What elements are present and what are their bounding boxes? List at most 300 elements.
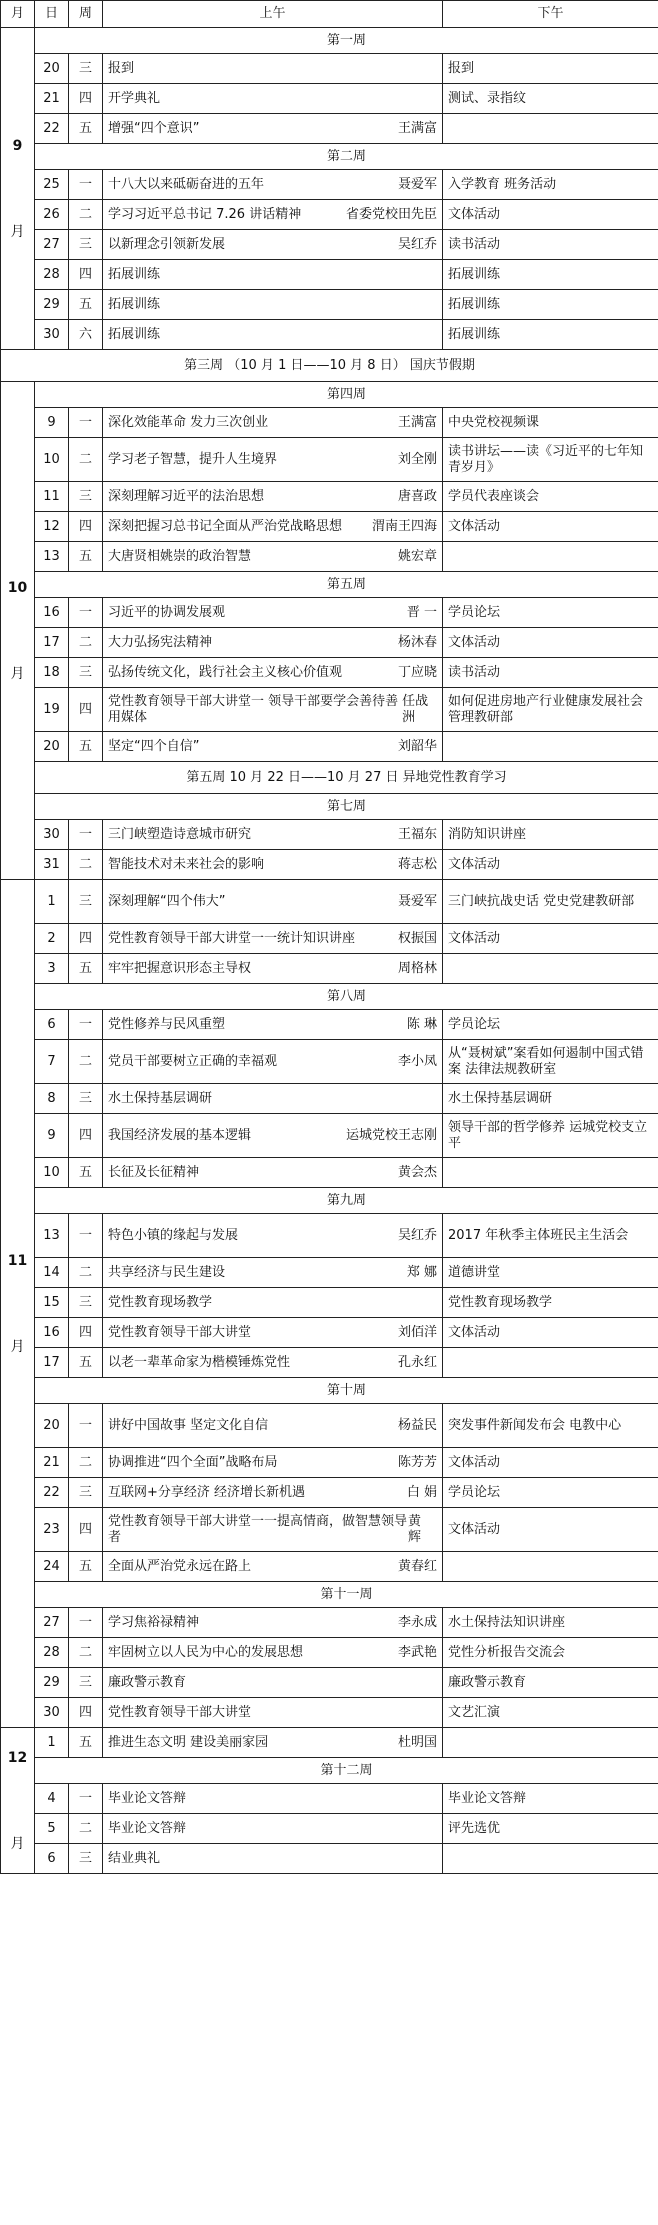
afternoon-cell: 三门峡抗战史话 党史党建教研部 — [443, 880, 658, 924]
lecture-title: 习近平的协调发展观 — [108, 604, 226, 620]
day-cell: 20 — [35, 1404, 69, 1448]
afternoon-cell: 党性分析报告交流会 — [443, 1638, 658, 1668]
day-cell: 3 — [35, 954, 69, 984]
table-row — [1, 1844, 658, 1874]
table-row — [1, 542, 658, 572]
weekday-cell: 一 — [69, 408, 103, 438]
table-row — [1, 1508, 658, 1552]
afternoon-cell: 报到 — [443, 54, 658, 84]
day-cell: 19 — [35, 688, 69, 732]
lecture-title: 坚定“四个自信” — [108, 738, 200, 754]
morning-cell — [103, 1214, 443, 1258]
lecture-title: 拓展训练 — [108, 266, 161, 282]
table-row — [1, 1728, 658, 1758]
morning-cell — [103, 598, 443, 628]
day-cell: 26 — [35, 200, 69, 230]
speaker-name: 李永成 — [397, 1614, 437, 1630]
lecture-title: 毕业论文答辩 — [108, 1820, 187, 1836]
morning-cell — [103, 1478, 443, 1508]
header-month: 月 — [1, 1, 35, 28]
table-row — [1, 688, 658, 732]
table-row — [1, 880, 658, 924]
day-cell: 29 — [35, 290, 69, 320]
table-row — [1, 732, 658, 762]
table-row — [1, 954, 658, 984]
lecture-title: 大力弘扬宪法精神 — [108, 634, 213, 650]
table-row — [1, 1040, 658, 1084]
morning-cell — [103, 1638, 443, 1668]
weekday-cell: 三 — [69, 1844, 103, 1874]
morning-cell — [103, 1698, 443, 1728]
day-cell: 11 — [35, 482, 69, 512]
morning-cell — [103, 1114, 443, 1158]
lecture-title: 增强“四个意识” — [108, 120, 200, 136]
morning-cell — [103, 290, 443, 320]
table-row — [1, 1814, 658, 1844]
speaker-name: 任战洲 — [402, 693, 429, 725]
afternoon-cell — [443, 542, 658, 572]
afternoon-cell: 党性教育现场教学 — [443, 1288, 658, 1318]
day-cell: 1 — [35, 1728, 69, 1758]
afternoon-cell: 文体活动 — [443, 200, 658, 230]
lecture-title: 党性修养与民风重塑 — [108, 1016, 226, 1032]
lecture-title: 推进生态文明 建设美丽家园 — [108, 1734, 269, 1750]
lecture-title: 水土保持基层调研 — [108, 1090, 213, 1106]
morning-cell — [103, 170, 443, 200]
morning-cell — [103, 658, 443, 688]
afternoon-cell: 领导干部的哲学修养 运城党校支立平 — [443, 1114, 658, 1158]
week-label: 第十周 — [35, 1378, 658, 1404]
lecture-title: 深刻理解“四个伟大” — [108, 893, 226, 909]
lecture-title: 我国经济发展的基本逻辑 — [108, 1127, 252, 1143]
morning-cell — [103, 1040, 443, 1084]
morning-cell — [103, 438, 443, 482]
weekday-cell: 五 — [69, 1158, 103, 1188]
weekday-cell: 一 — [69, 1784, 103, 1814]
lecture-title: 党性教育领导干部大讲堂 — [108, 1324, 252, 1340]
morning-cell — [103, 230, 443, 260]
afternoon-cell: 学员论坛 — [443, 1478, 658, 1508]
table-row — [1, 1084, 658, 1114]
lecture-title: 牢牢把握意识形态主导权 — [108, 960, 252, 976]
speaker-name: 聂爱军 — [397, 893, 437, 909]
morning-cell — [103, 542, 443, 572]
afternoon-cell: 文体活动 — [443, 1508, 658, 1552]
weekday-cell: 一 — [69, 1214, 103, 1258]
week-header-row — [1, 1378, 658, 1404]
day-cell: 30 — [35, 320, 69, 350]
table-row — [1, 598, 658, 628]
afternoon-cell: 文体活动 — [443, 628, 658, 658]
table-row — [1, 850, 658, 880]
afternoon-cell — [443, 1348, 658, 1378]
morning-cell — [103, 850, 443, 880]
day-cell: 1 — [35, 880, 69, 924]
day-cell: 9 — [35, 408, 69, 438]
holiday-row — [1, 762, 658, 794]
morning-cell — [103, 1448, 443, 1478]
weekday-cell: 四 — [69, 688, 103, 732]
weekday-cell: 五 — [69, 114, 103, 144]
speaker-name: 李武艳 — [397, 1644, 437, 1660]
speaker-name: 杜明国 — [397, 1734, 437, 1750]
lecture-title: 三门峡塑造诗意城市研究 — [108, 826, 252, 842]
weekday-cell: 四 — [69, 84, 103, 114]
day-cell: 20 — [35, 54, 69, 84]
weekday-cell: 一 — [69, 1404, 103, 1448]
day-cell: 7 — [35, 1040, 69, 1084]
day-cell: 23 — [35, 1508, 69, 1552]
morning-cell — [103, 1318, 443, 1348]
month-label: 月 — [10, 665, 25, 682]
header-morning: 上午 — [103, 1, 443, 28]
month-label: 月 — [10, 1338, 25, 1355]
morning-cell — [103, 200, 443, 230]
day-cell: 10 — [35, 1158, 69, 1188]
month-cell — [1, 28, 35, 350]
weekday-cell: 一 — [69, 1010, 103, 1040]
weekday-cell: 五 — [69, 954, 103, 984]
lecture-title: 学习焦裕禄精神 — [108, 1614, 200, 1630]
day-cell: 13 — [35, 1214, 69, 1258]
weekday-cell: 一 — [69, 598, 103, 628]
afternoon-cell: 拓展训练 — [443, 320, 658, 350]
day-cell: 4 — [35, 1784, 69, 1814]
weekday-cell: 二 — [69, 1448, 103, 1478]
week-header-row — [1, 984, 658, 1010]
weekday-cell: 一 — [69, 1608, 103, 1638]
morning-cell — [103, 1668, 443, 1698]
table-row — [1, 924, 658, 954]
speaker-name: 黄 辉 — [408, 1513, 422, 1545]
afternoon-cell: 如何促进房地产行业健康发展社会管理教研部 — [443, 688, 658, 732]
afternoon-cell: 评先选优 — [443, 1814, 658, 1844]
month-number: 11 — [7, 1252, 28, 1269]
weekday-cell: 三 — [69, 1084, 103, 1114]
lecture-title: 互联网+分享经济 经济增长新机遇 — [108, 1484, 306, 1500]
day-cell: 8 — [35, 1084, 69, 1114]
table-row — [1, 1288, 658, 1318]
day-cell: 21 — [35, 1448, 69, 1478]
speaker-name: 吴红乔 — [397, 1227, 437, 1243]
afternoon-cell: 文体活动 — [443, 1318, 658, 1348]
lecture-title: 智能技术对未来社会的影响 — [108, 856, 265, 872]
month-label: 月 — [10, 1835, 25, 1852]
day-cell: 22 — [35, 1478, 69, 1508]
morning-cell — [103, 408, 443, 438]
morning-cell — [103, 84, 443, 114]
afternoon-cell: 读书讲坛——读《习近平的七年知青岁月》 — [443, 438, 658, 482]
speaker-name: 运城党校王志刚 — [345, 1127, 437, 1143]
speaker-name: 丁应晓 — [397, 664, 437, 680]
table-row — [1, 1668, 658, 1698]
weekday-cell: 五 — [69, 732, 103, 762]
speaker-name: 权振国 — [397, 930, 437, 946]
speaker-name: 黄春红 — [397, 1558, 437, 1574]
speaker-name: 吴红乔 — [397, 236, 437, 252]
lecture-title: 特色小镇的缘起与发展 — [108, 1227, 239, 1243]
table-row — [1, 1010, 658, 1040]
afternoon-cell: 读书活动 — [443, 658, 658, 688]
speaker-name: 陈 琳 — [406, 1016, 437, 1032]
afternoon-cell: 拓展训练 — [443, 290, 658, 320]
afternoon-cell — [443, 732, 658, 762]
month-cell — [1, 880, 35, 1728]
afternoon-cell: 学员论坛 — [443, 598, 658, 628]
morning-cell — [103, 1728, 443, 1758]
table-row — [1, 320, 658, 350]
table-row — [1, 290, 658, 320]
speaker-name: 周格林 — [397, 960, 437, 976]
day-cell: 15 — [35, 1288, 69, 1318]
morning-cell — [103, 512, 443, 542]
speaker-name: 陈芳芳 — [397, 1454, 437, 1470]
day-cell: 12 — [35, 512, 69, 542]
week-label: 第十二周 — [35, 1758, 658, 1784]
day-cell: 10 — [35, 438, 69, 482]
table-row — [1, 1158, 658, 1188]
table-row — [1, 54, 658, 84]
lecture-title: 十八大以来砥砺奋进的五年 — [108, 176, 265, 192]
weekday-cell: 四 — [69, 1318, 103, 1348]
lecture-title: 牢固树立以人民为中心的发展思想 — [108, 1644, 304, 1660]
afternoon-cell: 消防知识讲座 — [443, 820, 658, 850]
day-cell: 6 — [35, 1844, 69, 1874]
lecture-title: 党性教育领导干部大讲堂一一统计知识讲座 — [108, 930, 356, 946]
table-row — [1, 1698, 658, 1728]
table-row — [1, 408, 658, 438]
speaker-name: 李小凤 — [397, 1053, 437, 1069]
header-weekday: 周 — [69, 1, 103, 28]
table-row — [1, 1404, 658, 1448]
weekday-cell: 二 — [69, 438, 103, 482]
week-label: 第一周 — [35, 28, 658, 54]
lecture-title: 党性教育领导干部大讲堂 — [108, 1704, 252, 1720]
month-number: 9 — [12, 137, 23, 154]
table-row — [1, 438, 658, 482]
table-row — [1, 1348, 658, 1378]
morning-cell — [103, 1608, 443, 1638]
lecture-title: 以新理念引领新发展 — [108, 236, 226, 252]
afternoon-cell — [443, 1158, 658, 1188]
speaker-name: 唐喜政 — [397, 488, 437, 504]
lecture-title: 毕业论文答辩 — [108, 1790, 187, 1806]
weekday-cell: 一 — [69, 820, 103, 850]
day-cell: 21 — [35, 84, 69, 114]
day-cell: 17 — [35, 1348, 69, 1378]
speaker-name: 黄会杰 — [397, 1164, 437, 1180]
morning-cell — [103, 1288, 443, 1318]
day-cell: 30 — [35, 1698, 69, 1728]
afternoon-cell: 学员论坛 — [443, 1010, 658, 1040]
week-header-row — [1, 382, 658, 408]
afternoon-cell — [443, 954, 658, 984]
afternoon-cell: 文艺汇演 — [443, 1698, 658, 1728]
morning-cell — [103, 954, 443, 984]
table-row — [1, 260, 658, 290]
afternoon-cell: 突发事件新闻发布会 电教中心 — [443, 1404, 658, 1448]
speaker-name: 刘佰洋 — [397, 1324, 437, 1340]
weekday-cell: 三 — [69, 1668, 103, 1698]
afternoon-cell: 水土保持法知识讲座 — [443, 1608, 658, 1638]
speaker-name: 蒋志松 — [397, 856, 437, 872]
day-cell: 16 — [35, 598, 69, 628]
week-label: 第二周 — [35, 144, 658, 170]
morning-cell — [103, 924, 443, 954]
day-cell: 22 — [35, 114, 69, 144]
month-number: 10 — [7, 579, 28, 596]
weekday-cell: 二 — [69, 200, 103, 230]
speaker-name: 渭南王四海 — [371, 518, 437, 534]
lecture-title: 深刻理解习近平的法治思想 — [108, 488, 265, 504]
afternoon-cell: 道德讲堂 — [443, 1258, 658, 1288]
afternoon-cell: 中央党校视频课 — [443, 408, 658, 438]
lecture-title: 报到 — [108, 60, 135, 76]
day-cell: 16 — [35, 1318, 69, 1348]
table-row — [1, 170, 658, 200]
weekday-cell: 五 — [69, 1552, 103, 1582]
weekday-cell: 二 — [69, 850, 103, 880]
morning-cell — [103, 1844, 443, 1874]
table-row — [1, 200, 658, 230]
day-cell: 17 — [35, 628, 69, 658]
morning-cell — [103, 1010, 443, 1040]
day-cell: 13 — [35, 542, 69, 572]
weekday-cell: 五 — [69, 1728, 103, 1758]
speaker-name: 孔永红 — [397, 1354, 437, 1370]
weekday-cell: 五 — [69, 290, 103, 320]
weekday-cell: 三 — [69, 880, 103, 924]
speaker-name: 王满富 — [397, 414, 437, 430]
weekday-cell: 二 — [69, 1040, 103, 1084]
speaker-name: 白 娟 — [406, 1484, 437, 1500]
morning-cell — [103, 1552, 443, 1582]
table-row — [1, 820, 658, 850]
afternoon-cell: 文体活动 — [443, 512, 658, 542]
weekday-cell: 二 — [69, 1814, 103, 1844]
weekday-cell: 五 — [69, 1348, 103, 1378]
morning-cell — [103, 114, 443, 144]
weekday-cell: 三 — [69, 658, 103, 688]
table-row — [1, 1258, 658, 1288]
week-label: 第十一周 — [35, 1582, 658, 1608]
lecture-title: 深化效能革命 发力三次创业 — [108, 414, 269, 430]
week-label: 第九周 — [35, 1188, 658, 1214]
weekday-cell: 四 — [69, 924, 103, 954]
week-header-row — [1, 794, 658, 820]
lecture-title: 党性教育领导干部大讲堂一一提高情商，做智慧领导者 — [108, 1513, 408, 1545]
schedule-body — [1, 28, 658, 1874]
header-afternoon: 下午 — [443, 1, 658, 28]
morning-cell — [103, 1784, 443, 1814]
lecture-title: 弘扬传统文化，践行社会主义核心价值观 — [108, 664, 343, 680]
table-row — [1, 628, 658, 658]
lecture-title: 深刻把握习总书记全面从严治党战略思想 — [108, 518, 343, 534]
speaker-name: 刘全刚 — [397, 451, 437, 467]
afternoon-cell: 拓展训练 — [443, 260, 658, 290]
lecture-title: 以老一辈革命家为楷模锤炼党性 — [108, 1354, 291, 1370]
morning-cell — [103, 1348, 443, 1378]
afternoon-cell: 从“聂树斌”案看如何遏制中国式错案 法律法规教研室 — [443, 1040, 658, 1084]
morning-cell — [103, 1814, 443, 1844]
day-cell: 25 — [35, 170, 69, 200]
day-cell: 31 — [35, 850, 69, 880]
weekday-cell: 二 — [69, 1638, 103, 1668]
weekday-cell: 四 — [69, 512, 103, 542]
weekday-cell: 四 — [69, 1698, 103, 1728]
month-cell — [1, 382, 35, 880]
table-row — [1, 1638, 658, 1668]
afternoon-cell: 文体活动 — [443, 1448, 658, 1478]
speaker-name: 聂爱军 — [397, 176, 437, 192]
speaker-name: 杨益民 — [397, 1417, 437, 1433]
afternoon-cell — [443, 1728, 658, 1758]
weekday-cell: 三 — [69, 230, 103, 260]
week-label: 第七周 — [35, 794, 658, 820]
day-cell: 9 — [35, 1114, 69, 1158]
afternoon-cell: 文体活动 — [443, 850, 658, 880]
day-cell: 28 — [35, 260, 69, 290]
weekday-cell: 三 — [69, 482, 103, 512]
lecture-title: 全面从严治党永远在路上 — [108, 1558, 252, 1574]
holiday-row — [1, 350, 658, 382]
speaker-name: 姚宏章 — [397, 548, 437, 564]
day-cell: 27 — [35, 230, 69, 260]
day-cell: 5 — [35, 1814, 69, 1844]
day-cell: 24 — [35, 1552, 69, 1582]
lecture-title: 学习习近平总书记 7.26 讲话精神 — [108, 206, 302, 222]
morning-cell — [103, 880, 443, 924]
day-cell: 28 — [35, 1638, 69, 1668]
header-row — [1, 1, 658, 28]
afternoon-cell — [443, 1844, 658, 1874]
afternoon-cell: 廉政警示教育 — [443, 1668, 658, 1698]
day-cell: 30 — [35, 820, 69, 850]
header-day: 日 — [35, 1, 69, 28]
speaker-name: 杨沐春 — [397, 634, 437, 650]
month-number: 12 — [7, 1749, 28, 1766]
holiday-text: 第五周 10 月 22 日——10 月 27 日 异地党性教育学习 — [35, 762, 658, 794]
lecture-title: 讲好中国故事 坚定文化自信 — [108, 1417, 269, 1433]
weekday-cell: 二 — [69, 628, 103, 658]
morning-cell — [103, 628, 443, 658]
lecture-title: 党性教育领导干部大讲堂一 领导干部要学会善待善用媒体 — [108, 693, 399, 725]
morning-cell — [103, 688, 443, 732]
table-row — [1, 1448, 658, 1478]
day-cell: 29 — [35, 1668, 69, 1698]
afternoon-cell: 文体活动 — [443, 924, 658, 954]
lecture-title: 协调推进“四个全面”战略布局 — [108, 1454, 278, 1470]
table-row — [1, 1552, 658, 1582]
morning-cell — [103, 1084, 443, 1114]
weekday-cell: 一 — [69, 170, 103, 200]
month-cell — [1, 1728, 35, 1874]
weekday-cell: 六 — [69, 320, 103, 350]
morning-cell — [103, 1508, 443, 1552]
lecture-title: 共享经济与民生建设 — [108, 1264, 226, 1280]
table-row — [1, 1608, 658, 1638]
week-header-row — [1, 28, 658, 54]
lecture-title: 大唐贤相姚崇的政治智慧 — [108, 548, 252, 564]
day-cell: 20 — [35, 732, 69, 762]
lecture-title: 拓展训练 — [108, 326, 161, 342]
speaker-name: 刘韶华 — [397, 738, 437, 754]
afternoon-cell: 读书活动 — [443, 230, 658, 260]
day-cell: 2 — [35, 924, 69, 954]
speaker-name: 王满富 — [397, 120, 437, 136]
morning-cell — [103, 1158, 443, 1188]
table-row — [1, 1478, 658, 1508]
